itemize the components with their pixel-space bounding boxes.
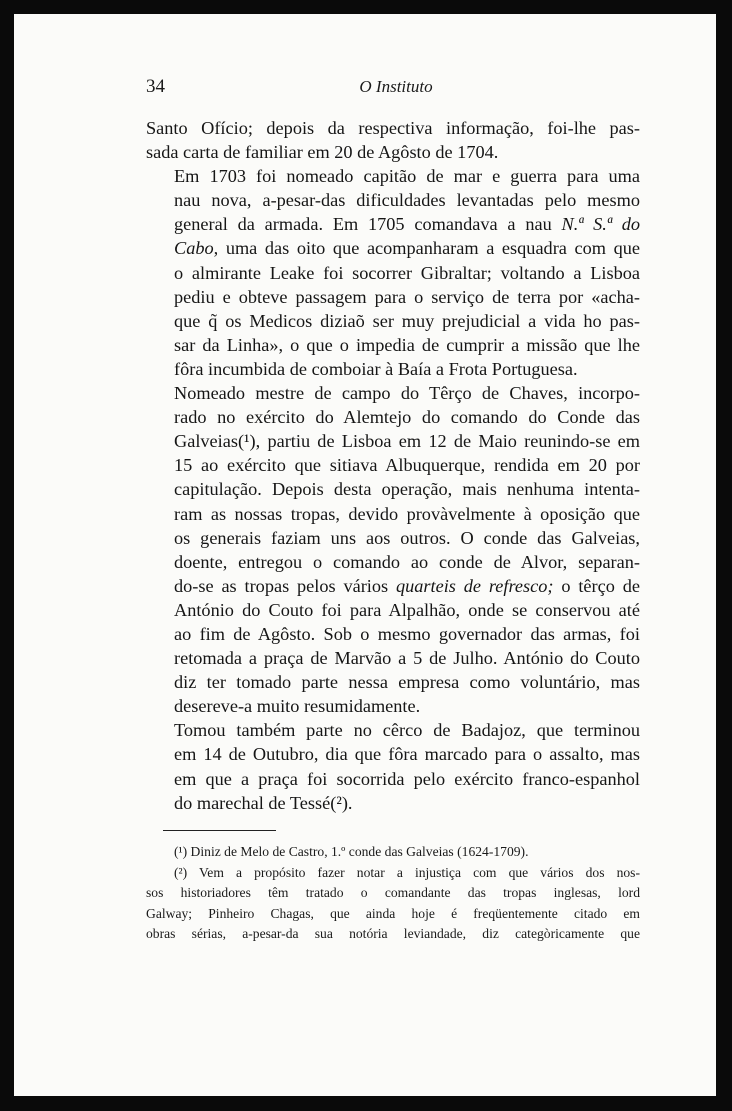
text-line: os generais faziam uns aos outros. O conde das Galveias,: [174, 527, 640, 548]
running-title: O Instituto: [359, 77, 433, 96]
text-line: diz ter tomado parte nessa empresa como voluntário, mas: [174, 672, 640, 693]
text-line: Nomeado mestre de campo do Têrço de Chaves, incorpo-: [174, 383, 640, 404]
text-line: António do Couto foi para Alpalhão, onde se conservou até: [174, 599, 640, 620]
footnote-marker: (¹): [174, 844, 188, 859]
footnote-line: sos historiadores têm tratado o comandante das tropas inglesas, lord: [146, 885, 640, 900]
footnote-line: obras sérias, a-pesar-da sua notória leviandade, diz categòricamente que: [146, 926, 640, 941]
text-line: Tomou também parte no cêrco de Badajoz, que terminou: [174, 720, 640, 741]
text-line: ram as nossas tropas, devido provàvelmente à oposição que: [174, 503, 640, 524]
text-line: retomada a praça de Marvão a 5 de Julho. António do Couto: [174, 648, 640, 669]
text-line: fôra incumbida de comboiar à Baía a Frota Portuguesa.: [174, 358, 578, 379]
text-line: ao fim de Agôsto. Sob o mesmo governador das armas, foi: [174, 623, 640, 644]
footnote: [146, 842, 640, 863]
text-line: Galveias(¹), partiu de Lisboa em 12 de Maio reunindo-se em: [174, 431, 640, 452]
footnote: [146, 863, 640, 945]
text-line: do-se as tropas pelos vários quarteis de refresco; o têrço de: [174, 575, 640, 596]
paragraph: [146, 718, 640, 814]
body-text: [146, 116, 640, 815]
footnote-line: (²) Vem a propósito fazer notar a injustiça com que vários dos nos-: [174, 864, 640, 880]
ship-name: Cabo,: [174, 238, 219, 259]
paragraph: [146, 116, 640, 164]
footnote-line: Galway; Pinheiro Chagas, que ainda hoje é freqüentemente citado em: [146, 905, 640, 921]
page-header: [146, 76, 646, 106]
footnotes: [146, 842, 640, 945]
text-line: doente, entregou o comando ao conde de Alvor, separan-: [174, 551, 640, 572]
page-number: 34: [146, 76, 165, 97]
text-line: nau nova, a-pesar-das dificuldades levantadas pelo mesmo: [174, 190, 640, 211]
text-line: capitulação. Depois desta operação, mais nenhuma intenta-: [174, 479, 640, 500]
text-line: general da armada. Em 1705 comandava a nau N.ª S.ª do: [174, 214, 640, 235]
text-line: pediu e obteve passagem para o serviço de terra por «acha-: [174, 286, 640, 307]
paragraph: [146, 164, 640, 381]
text-line: sar da Linha», o que o impedia de cumprir a missão que lhe: [174, 334, 640, 355]
text-line: sada carta de familiar em 20 de Agôsto de 1704.: [146, 142, 499, 163]
text-line: do marechal de Tessé(²).: [174, 792, 353, 813]
text-line: em 14 de Outubro, dia que fôra marcado para o assalto, mas: [174, 744, 640, 765]
text-line: em que a praça foi socorrida pelo exército franco-espanhol: [174, 768, 640, 789]
footnote-divider: [163, 830, 276, 831]
text-line: Em 1703 foi nomeado capitão de mar e guerra para uma: [174, 166, 640, 187]
text-line: Santo Ofício; depois da respectiva informação, foi-lhe pas-: [146, 118, 640, 138]
text-line: desereve-a muito resumidamente.: [174, 696, 421, 717]
footnote-line: (¹) Diniz de Melo de Castro, 1.º conde das Galveias (1624-1709).: [174, 844, 529, 859]
text-line: 15 ao exército que sitiava Albuquerque, rendida em 20 por: [174, 455, 640, 476]
footnote-ref: (¹): [237, 431, 256, 452]
paragraph: [146, 381, 640, 718]
ship-name: N.ª S.ª do: [561, 214, 640, 235]
text-line: Cabo, uma das oito que acompanharam a esquadra com que: [174, 238, 640, 259]
text-line: rado no exército do Alemtejo do comando do Conde das: [174, 407, 640, 428]
footnote-ref: (²): [330, 792, 348, 813]
text-line: que q̃ os Medicos diziaõ ser muy prejudicial a vida ho pas-: [174, 310, 640, 331]
footnote-marker: (²): [174, 864, 188, 880]
italic-phrase: quarteis de refresco;: [396, 575, 554, 596]
text-line: o almirante Leake foi socorrer Gibraltar; voltando a Lisboa: [174, 262, 640, 283]
